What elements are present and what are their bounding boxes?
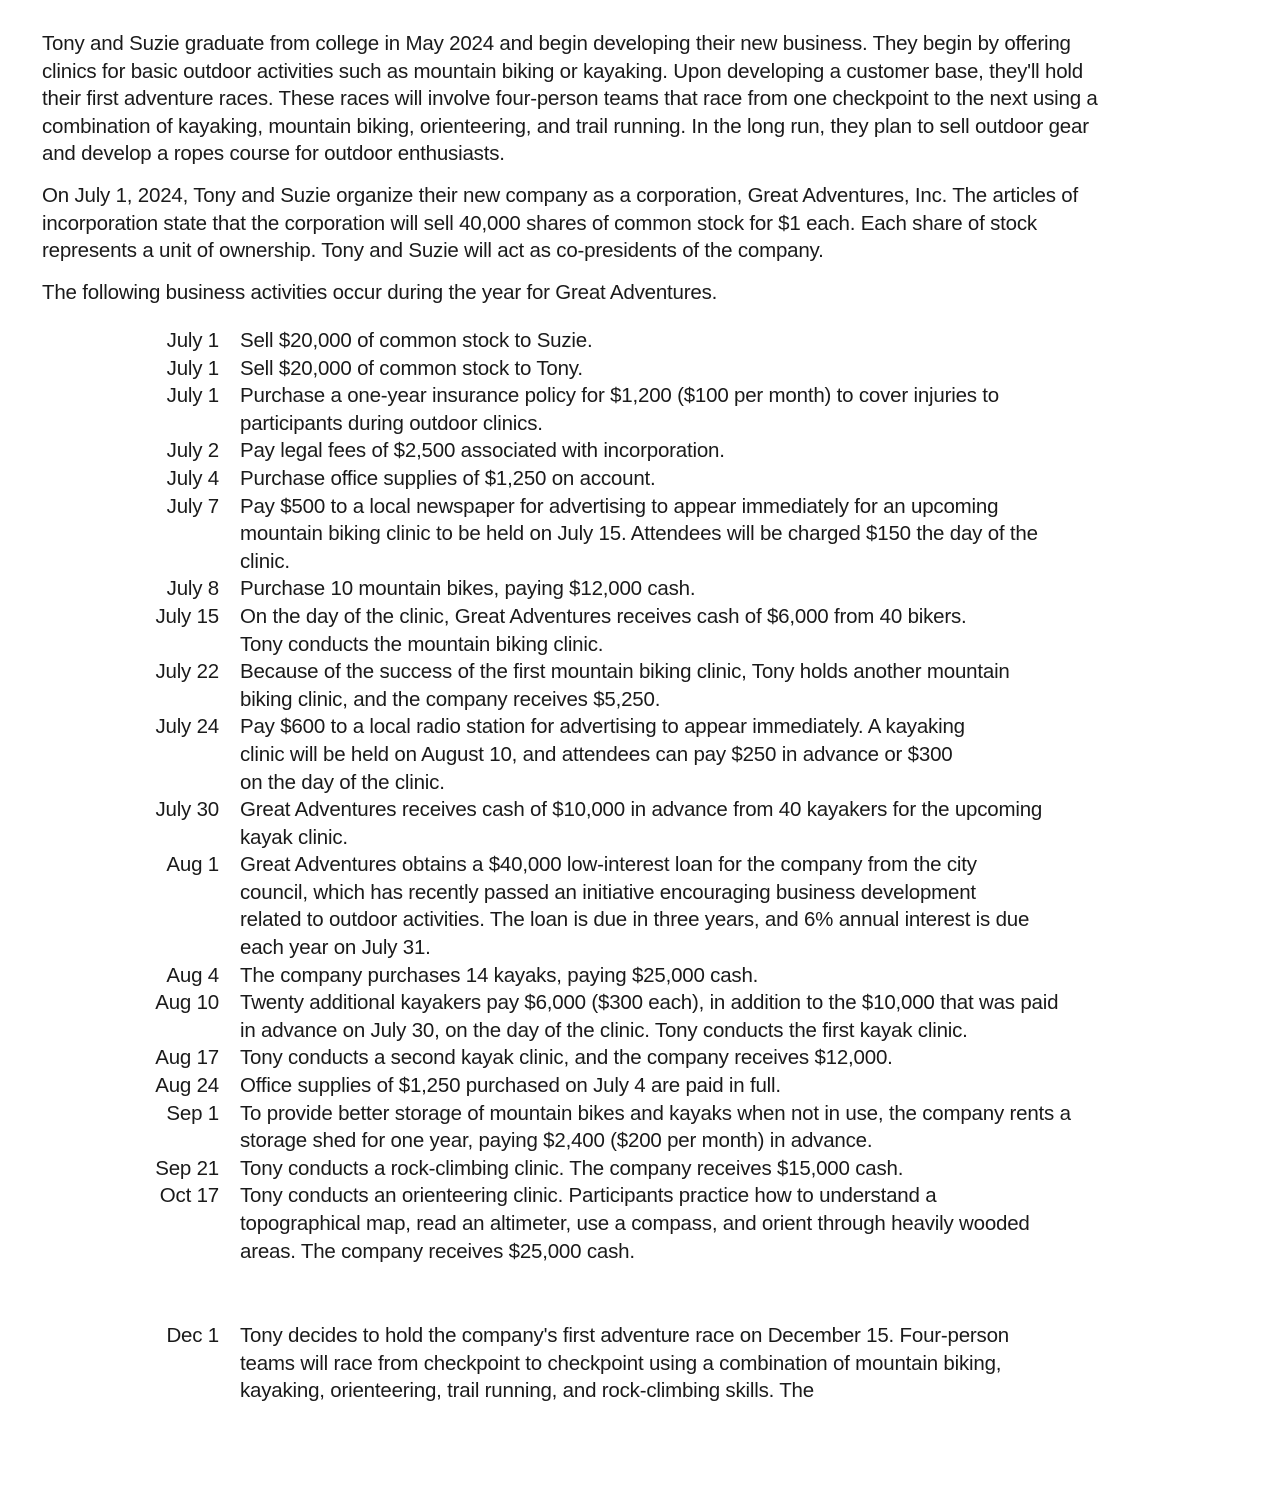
event-item — [42, 713, 1142, 796]
event-item — [42, 962, 1142, 990]
event-item — [42, 575, 1142, 603]
event-date: July 4 — [166, 466, 219, 490]
event-item — [42, 658, 1142, 713]
event-description: Purchase 10 mountain bikes, paying $12,000 cash. — [240, 577, 696, 601]
event-item — [42, 1155, 1142, 1183]
event-description: Sell $20,000 of common stock to Tony. — [240, 356, 583, 380]
event-item — [42, 493, 1142, 576]
event-description: Sell $20,000 of common stock to Suzie. — [240, 329, 593, 352]
event-description: Pay $500 to a local newspaper for advertising to appear immediately for an upcoming mountain biking clinic to be held on July 15. Attendees will be charged $150 the day of the clinic. — [240, 494, 1038, 573]
event-description: Tony conducts a second kayak clinic, and the company receives $12,000. — [240, 1046, 893, 1070]
event-description: The company purchases 14 kayaks, paying $25,000 cash. — [240, 963, 759, 987]
event-date: July 15 — [155, 604, 219, 628]
event-date: July 1 — [166, 356, 219, 380]
event-item — [42, 1182, 1142, 1265]
event-item — [42, 1100, 1142, 1155]
event-description: Tony decides to hold the company's first adventure race on December 15. Four-person teams will race from checkpoint to checkpoint using a combination of mountain biking, kayaking, orienteering, trail running, and rock-climbing skills. The — [240, 1324, 1010, 1403]
event-item — [42, 355, 1142, 383]
event-description: Great Adventures receives cash of $10,000 in advance from 40 kayakers for the upcoming kayak clinic. — [240, 798, 1043, 849]
event-item — [42, 851, 1142, 961]
event-item — [42, 1044, 1142, 1072]
event-date: Sep 21 — [155, 1156, 219, 1180]
event-item — [42, 465, 1142, 493]
event-description: Great Adventures obtains a $40,000 low-interest loan for the company from the city council, which has recently passed an initiative encouraging business development related to outdoor activities. The loan is due in three years, and 6% annual interest is due each year on July 31. — [240, 853, 1030, 960]
event-date: Oct 17 — [159, 1184, 219, 1208]
event-date: Aug 10 — [155, 991, 219, 1015]
event-date: July 2 — [166, 439, 219, 463]
event-date: July 22 — [155, 660, 219, 684]
event-date: July 1 — [166, 329, 219, 352]
intro-paragraph-3: The following business activities occur during the year for Great Adventures. — [42, 280, 718, 304]
event-item — [42, 989, 1142, 1044]
event-description: Tony conducts an orienteering clinic. Participants practice how to understand a topographical map, read an altimeter, use a compass, and orient through heavily wooded areas. The company receives $25,000 cash. — [240, 1184, 1030, 1263]
event-item — [42, 1072, 1142, 1100]
event-description: To provide better storage of mountain bikes and kayaks when not in use, the company rents a storage shed for one year, paying $2,400 ($200 per month) in advance. — [240, 1101, 1071, 1153]
event-date: July 7 — [166, 494, 219, 518]
event-date: July 8 — [166, 577, 219, 601]
event-description: Because of the success of the first mountain biking clinic, Tony holds another mountain biking clinic, and the company receives $5,250. — [240, 660, 1010, 711]
event-description: Purchase office supplies of $1,250 on account. — [240, 466, 656, 490]
event-description: Twenty additional kayakers pay $6,000 ($300 each), in addition to the $10,000 that was paid in advance on July 30, on the day of the clinic. Tony conducts the first kayak clinic. — [240, 991, 1059, 1042]
intro-paragraph-1: Tony and Suzie graduate from college in May 2024 and begin developing their new business. They begin by offering clinics for basic outdoor activities such as mountain biking or kayaking. Upon developing a customer base, they'll hold their first adventure races. These races will involve four-person teams that race from one checkpoint to the next using a combination of kayaking, mountain biking, orienteering, and trail running. In the long run, they plan to sell outdoor gear and develop a ropes course for outdoor enthusiasts. — [42, 32, 1098, 166]
event-date: Aug 24 — [155, 1074, 219, 1098]
event-date: Sep 1 — [166, 1101, 219, 1125]
event-date: Aug 4 — [166, 963, 219, 987]
event-description: Purchase a one-year insurance policy for $1,200 ($100 per month) to cover injuries to participants during outdoor clinics. — [240, 384, 1000, 435]
event-date: July 30 — [155, 798, 219, 822]
event-item — [42, 382, 1142, 437]
event-description: On the day of the clinic, Great Adventures receives cash of $6,000 from 40 bikers. Tony conducts the mountain biking clinic. — [240, 604, 967, 656]
event-item — [42, 437, 1142, 465]
event-description: Tony conducts a rock-climbing clinic. The company receives $15,000 cash. — [240, 1156, 904, 1180]
event-item — [42, 603, 1142, 658]
intro-paragraph-2: On July 1, 2024, Tony and Suzie organize their new company as a corporation, Great Adventures, Inc. The articles of incorporation state that the corporation will sell 40,000 shares of common stock for $1 each. Each share of stock represents a unit of ownership. Tony and Suzie will act as co-presidents of the company. — [42, 183, 1079, 263]
event-description: Pay $600 to a local radio station for advertising to appear immediately. A kayaking clinic will be held on August 10, and attendees can pay $250 in advance or $300 on the day of the clinic. — [240, 715, 965, 794]
event-item — [42, 327, 1142, 355]
event-item — [42, 1322, 1142, 1405]
event-date: Aug 17 — [155, 1046, 219, 1070]
event-date: July 1 — [166, 384, 219, 408]
event-item — [42, 796, 1142, 851]
event-date: Dec 1 — [166, 1324, 219, 1348]
event-description: Office supplies of $1,250 purchased on July 4 are paid in full. — [240, 1074, 781, 1098]
document-body — [42, 30, 1142, 1403]
event-date: Aug 1 — [166, 853, 219, 877]
event-date: July 24 — [155, 715, 219, 739]
event-description: Pay legal fees of $2,500 associated with incorporation. — [240, 439, 725, 463]
events-list — [42, 327, 1142, 1405]
